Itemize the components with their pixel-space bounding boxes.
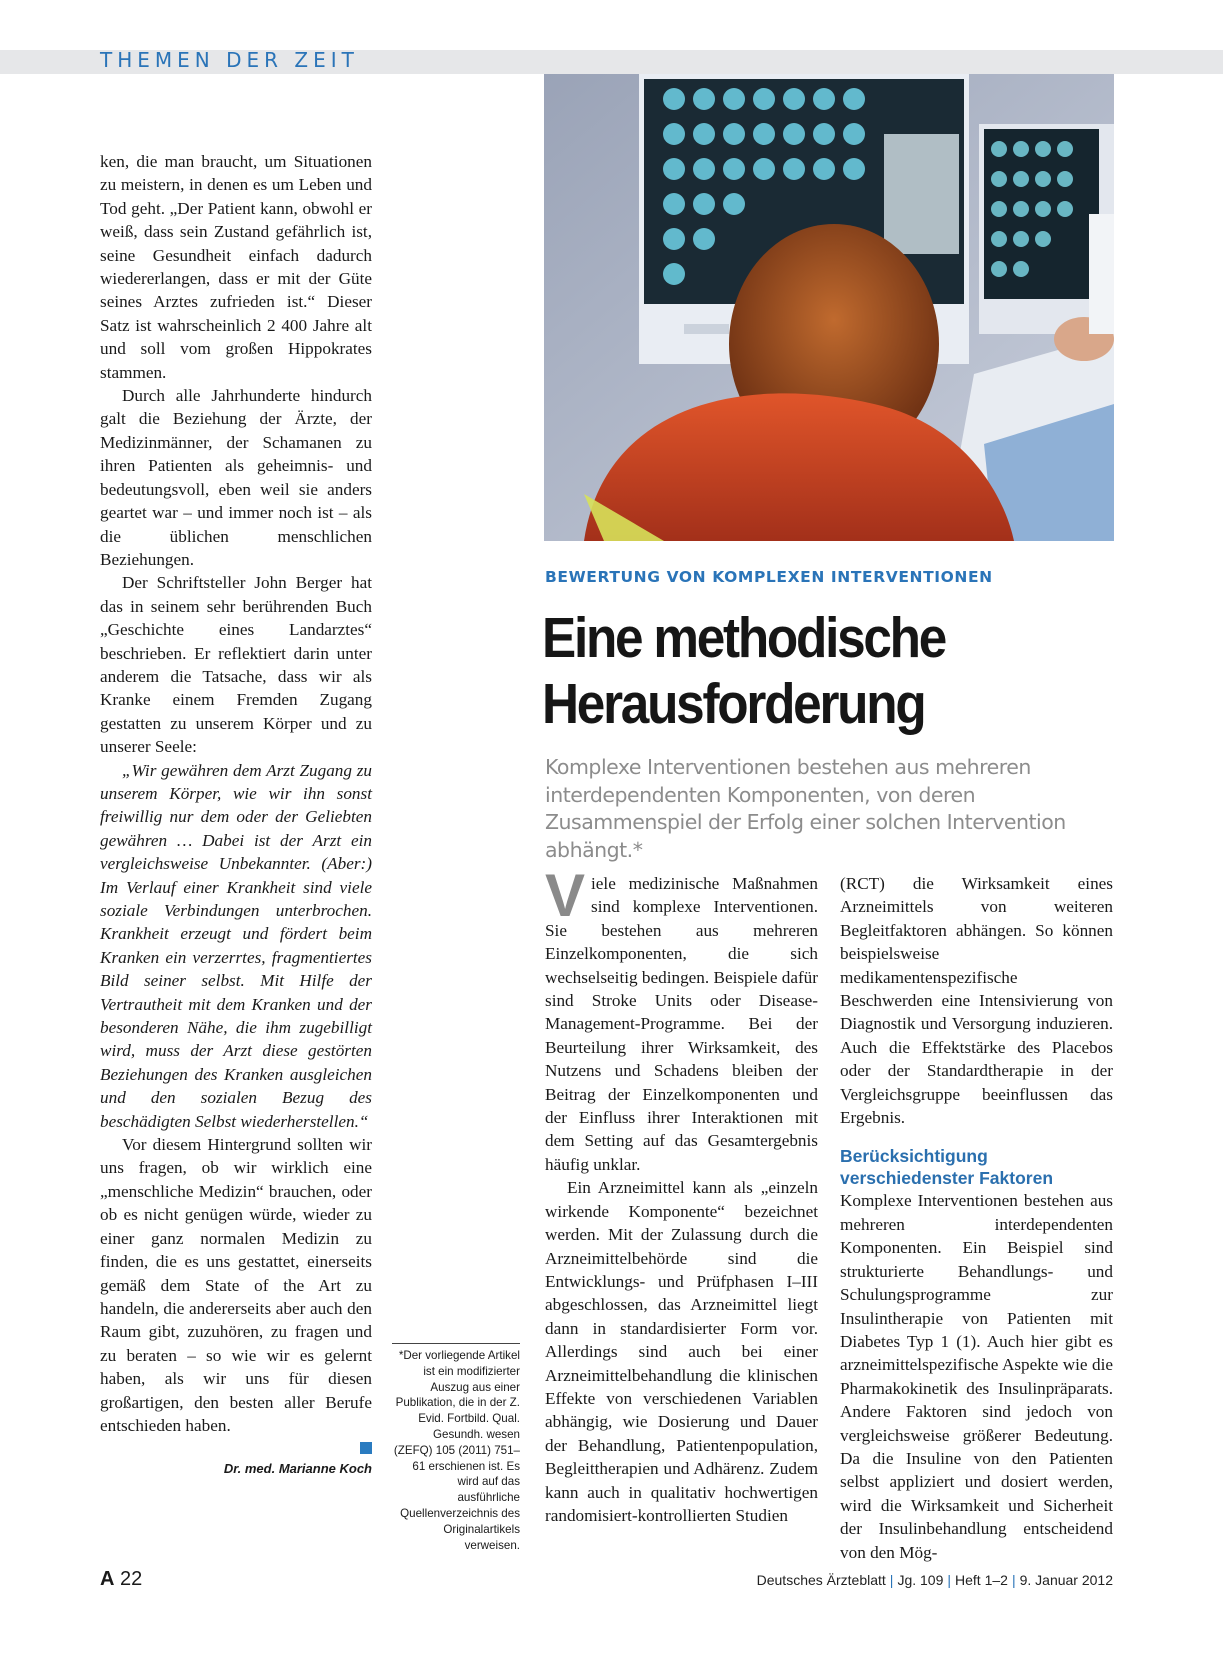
headline-line: Herausforderung: [542, 672, 925, 736]
left-paragraph: Der Schriftsteller John Berger hat das in seinem sehr berührenden Buch „Geschichte eines Landarztes“ beschrieben. Er reflektiert darin unter anderem die Tatsache, dass wir als Kranke einem Fremden Zugang gestatten zu unserem Körper und zu unserer Seele:: [100, 573, 372, 757]
article-lead: Komplexe Interventionen bestehen aus mehreren interdependenten Komponenten, von deren Zusammenspiel der Erfolg einer solchen Intervention abhängt.*: [545, 755, 1066, 862]
drop-cap: V: [545, 862, 586, 929]
folio-number: 22: [120, 1568, 143, 1590]
journal-date: 9. Januar 2012: [1019, 1572, 1113, 1588]
subheading-line: verschiedenster Faktoren: [840, 1168, 1054, 1189]
body-paragraph: (RCT) die Wirksamkeit eines Arzneimittels von weiteren Begleitfaktoren abhängen. So können beispielsweise medikamentenspezifische Beschwerden eine Intensivierung von Diagnostik und Versorgung induzieren. Auch die Effektstärke des Placebos oder der Standardtherapie in der Vergleichsgruppe beeinflussen das Ergebnis.: [840, 874, 1113, 1128]
section-title: THEMEN DER ZEIT: [100, 48, 359, 72]
subheading: [840, 1145, 1113, 1189]
body-paragraph: Komplexe Interventionen bestehen aus mehreren interdependenten Komponenten. Ein Beispiel sind strukturierte Behandlungs- und Schulungsprogramme zur Insulintherapie von Patienten mit Diabetes Typ 1 (1). Auch hier gibt es arzneimittelspezifische Aspekte wie die Pharmakokinetik des Insulinpräparats. Andere Faktoren sind jedoch von vergleichsweise größerer Bedeutung. Da die Insuline von den Patienten selbst appliziert und dosiert werden, wird die Wirksamkeit und Sicherheit der Insulinbehandlung entscheidend von den Mög-: [840, 1191, 1113, 1562]
left-column: [100, 150, 372, 1481]
intro-text: iele medizinische Maßnahmen sind komplexe Interventionen. Sie bestehen aus mehreren Einzelkomponenten, die sich wechselseitig bedingen. Beispiele dafür sind Stroke Units oder Disease-Management-Programme. Bei der Beurteilung ihrer Wirksamkeit, des Nutzens und Schadens bleiben der Beitrag der Einzelkomponenten und der Einfluss ihrer Interaktionen mit dem Setting auf das Gesamtergebnis häufig unklar.: [545, 874, 819, 1174]
intro-paragraph: [545, 862, 819, 1176]
article-photo: [544, 74, 1114, 541]
page-number: [100, 1568, 142, 1591]
middle-column: [545, 862, 819, 1527]
headline-line: Eine methodische: [542, 606, 946, 670]
journal-name: Deutsches Ärzteblatt: [756, 1572, 886, 1588]
subheading-line: Berücksichtigung: [840, 1146, 988, 1167]
article-kicker: BEWERTUNG VON KOMPLEXEN INTERVENTIONEN: [545, 568, 993, 586]
right-column: [840, 872, 1113, 1564]
footnote: *Der vorliegende Artikel ist ein modifizierter Auszug aus einer Publikation, die in der Z. Evid. Fortbild. Qual. Gesundh. wesen (ZEFQ) 105 (2011) 751–61 erschienen ist. Es wird auf das ausführliche Quellenverzeichnis des Originalartikels verweisen.: [392, 1343, 520, 1553]
issue-info: Deutsches Ärzteblatt | Jg. 109 | Heft 1–2 | 9. Januar 2012: [756, 1572, 1113, 1588]
article-headline: [542, 605, 1082, 737]
journal-volume: Jg. 109: [897, 1572, 944, 1588]
body-paragraph: Ein Arzneimittel kann als „einzeln wirkende Komponente“ bezeichnet werden. Mit der Zulassung durch die Arzneimittelbehörde sind die Entwicklungs- und Prüfphasen I–III abgeschlossen, das Arzneimittel liegt dann in standardisierter Form vor. Allerdings sind auch bei einer Arzneimittelbehandlung die klinischen Effekte von verschiedenen Variablen abhängig, wie Dosierung und Dauer der Behandlung, Patientenpopulation, Begleittherapien und Adhärenz. Zudem kann auch in qualitativ hochwertigen randomisiert-kontrollierten Studien: [545, 1178, 818, 1525]
left-paragraph: Vor diesem Hintergrund sollten wir uns fragen, ob wir wirklich eine „menschliche Medizin“ brauchen, oder ob es nicht genügen würde, wieder zu einer ganz normalen Medizin zu finden, die es uns gestattet, einerseits gemäß dem State of the Art zu handeln, die andererseits aber auch den Raum gibt, zuzuhören, zu fragen und zu beraten – so wie wir es gelernt haben, als wir uns für diesen großartigen, den besten aller Berufe entschieden haben.: [100, 1135, 372, 1435]
left-paragraph: ken, die man braucht, um Situationen zu meistern, in denen es um Leben und Tod geht. „Der Patient kann, obwohl er weiß, dass sein Zustand gefährlich ist, seine Gesundheit einfach dadurch wiedererlangen, dass er mit der Güte seines Arztes zufrieden ist.“ Dieser Satz ist wahrscheinlich 2 400 Jahre alt und soll vom großen Hippokrates stammen.: [100, 152, 372, 382]
author-byline: Dr. med. Marianne Koch: [223, 1461, 372, 1477]
left-paragraph: Durch alle Jahrhunderte hindurch galt die Beziehung der Ärzte, der Medizinmänner, der Schamanen zu ihren Patienten als geheimnis- und bedeutungsvoll, eben weil sie anders geartet war – und immer noch ist – als die üblichen menschlichen Beziehungen.: [100, 386, 372, 569]
end-mark-icon: [360, 1442, 372, 1454]
journal-issue: Heft 1–2: [955, 1572, 1008, 1588]
folio-prefix: A: [100, 1568, 115, 1590]
berger-quote: „Wir gewähren dem Arzt Zugang zu unserem Körper, wie wir ihn sonst freiwillig nur dem oder der Geliebten gewähren … Dabei ist der Arzt ein vergleichsweise Unbekannter. (Aber:) Im Verlauf einer Krankheit sind viele soziale Verbindungen unterbrochen. Krankheit erzeugt und fördert beim Kranken ein verzerrtes, fragmentiertes Bild seiner selbst. Mit Hilfe der Vertrautheit mit dem Kranken und der besonderen Nähe, die ihm zugebilligt wird, muss der Arzt diese gestörten Beziehungen des Kranken ausgleichen und den sozialen Bezug des beschädigten Selbst wiederherstellen.“: [100, 760, 372, 1131]
